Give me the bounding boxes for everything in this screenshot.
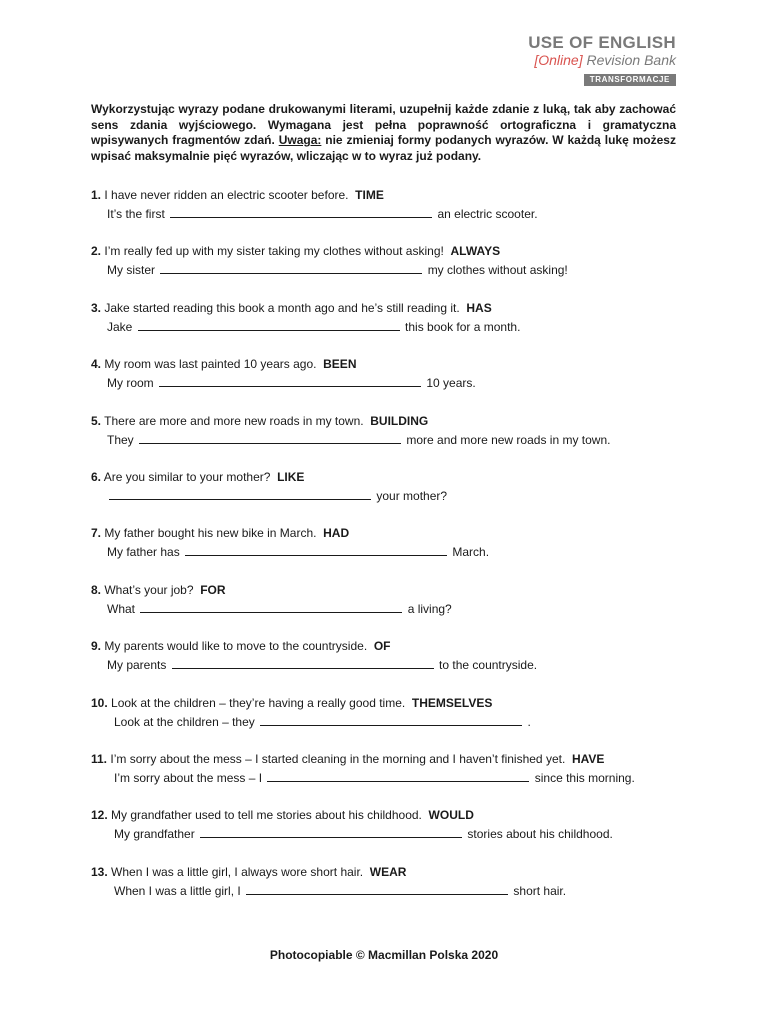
gap-prefix: My parents — [107, 658, 167, 673]
exercise-item — [91, 750, 691, 806]
source-sentence — [91, 299, 691, 318]
exercise-list — [91, 186, 691, 919]
answer-gap[interactable] — [170, 206, 432, 218]
source-sentence — [91, 412, 691, 431]
gap-suffix: a living? — [407, 601, 452, 616]
keyword: HAS — [466, 300, 492, 315]
sentence-text: I have never ridden an electric scooter before. — [104, 188, 349, 202]
source-sentence — [91, 524, 691, 543]
sentence-text: My room was last painted 10 years ago. — [104, 357, 317, 372]
sentence-text: When I was a little girl, I always wore short hair. — [111, 864, 364, 879]
answer-gap[interactable] — [140, 601, 402, 613]
keyword: WEAR — [369, 864, 407, 879]
gap-sentence — [91, 205, 691, 224]
exercise-item — [91, 412, 691, 468]
gap-prefix: They — [107, 432, 134, 447]
gap-sentence — [91, 825, 691, 844]
source-sentence — [91, 750, 691, 769]
exercise-item — [91, 468, 691, 524]
keyword: BEEN — [323, 357, 357, 372]
item-number: 6. — [91, 469, 102, 484]
sentence-text: My grandfather used to tell me stories about his childhood. — [111, 808, 422, 823]
sentence-text: Jake started reading this book a month ago and he’s still reading it. — [104, 300, 460, 315]
gap-suffix: short hair. — [513, 883, 567, 898]
answer-gap[interactable] — [185, 544, 447, 556]
gap-suffix: stories about his childhood. — [467, 827, 613, 842]
answer-gap[interactable] — [139, 432, 401, 444]
gap-prefix: When I was a little girl, I — [114, 883, 241, 898]
item-number: 9. — [91, 639, 102, 654]
gap-sentence — [91, 882, 691, 901]
exercise-item — [91, 863, 691, 919]
gap-sentence — [91, 431, 691, 450]
answer-gap[interactable] — [159, 375, 421, 387]
sentence-text: My father bought his new bike in March. — [104, 526, 317, 541]
sentence-text: Look at the children – they’re having a really good time. — [111, 695, 406, 710]
exercise-item — [91, 524, 691, 580]
gap-sentence — [91, 600, 691, 619]
keyword: WOULD — [428, 808, 474, 823]
gap-prefix: My sister — [107, 263, 155, 278]
exercise-item — [91, 186, 691, 242]
item-number: 5. — [91, 413, 102, 428]
gap-prefix: My room — [107, 376, 154, 391]
gap-prefix: I’m sorry about the mess – I — [114, 770, 263, 785]
item-number: 1. — [91, 188, 102, 202]
item-number: 13. — [91, 864, 108, 879]
source-sentence — [91, 863, 691, 882]
answer-gap[interactable] — [172, 657, 434, 669]
exercise-item — [91, 242, 691, 298]
item-number: 12. — [91, 808, 108, 823]
gap-sentence — [91, 713, 691, 732]
brand-subtitle — [528, 52, 676, 69]
gap-suffix: your mother? — [376, 488, 448, 503]
gap-suffix: my clothes without asking! — [427, 263, 568, 278]
item-number: 3. — [91, 300, 102, 315]
gap-suffix: more and more new roads in my town. — [406, 432, 611, 447]
item-number: 7. — [91, 526, 102, 541]
keyword: TIME — [355, 188, 384, 202]
gap-suffix: to the countryside. — [439, 658, 538, 673]
gap-sentence — [91, 318, 691, 337]
item-number: 10. — [91, 695, 108, 710]
item-number: 4. — [91, 357, 102, 372]
item-number: 11. — [91, 751, 108, 766]
item-number: 2. — [91, 244, 102, 259]
answer-gap[interactable] — [160, 262, 422, 274]
gap-suffix: since this morning. — [534, 770, 635, 785]
sentence-text: I’m sorry about the mess – I started cleaning in the morning and I haven’t finished yet. — [110, 751, 566, 766]
sentence-text: There are more and more new roads in my town. — [104, 413, 364, 428]
sentence-text: I’m really fed up with my sister taking my clothes without asking! — [104, 244, 444, 259]
gap-sentence — [91, 656, 691, 675]
keyword: THEMSELVES — [411, 695, 493, 710]
gap-suffix: 10 years. — [426, 376, 476, 391]
source-sentence — [91, 355, 691, 374]
instructions: Wykorzystując wyrazy podane drukowanymi literami, uzupełnij każde zdanie z luką, tak aby zachować sens zdania wyjściowego. Wymagana jest pełna poprawność ortograficzna i gramatyczna wpisywanych fragmentów zdań. Uwaga: nie zmieniaj formy podanych wyrazów. W każdą lukę możesz wpisać maksymalnie pięć wyrazów, wliczając w to wyraz już podany. — [91, 102, 676, 163]
source-sentence — [91, 694, 691, 713]
source-sentence — [91, 806, 691, 825]
source-sentence — [91, 581, 691, 600]
keyword: HAVE — [571, 751, 605, 766]
gap-suffix: March. — [452, 545, 490, 560]
gap-sentence — [91, 261, 691, 280]
exercise-item — [91, 806, 691, 862]
answer-gap[interactable] — [246, 883, 508, 895]
online-label: [Online] — [534, 52, 583, 68]
exercise-item — [91, 355, 691, 411]
footer-copyright: Photocopiable © Macmillan Polska 2020 — [269, 948, 499, 962]
uwaga-label: Uwaga: — [278, 133, 322, 147]
gap-suffix: . — [527, 714, 531, 729]
gap-prefix: My father has — [107, 545, 180, 560]
exercise-item — [91, 299, 691, 355]
gap-prefix: What — [107, 601, 136, 616]
sentence-text: My parents would like to move to the countryside. — [104, 639, 368, 654]
gap-sentence — [91, 374, 691, 393]
gap-sentence — [91, 543, 691, 562]
keyword: LIKE — [277, 469, 305, 484]
source-sentence — [91, 242, 691, 261]
keyword: HAD — [323, 526, 350, 541]
source-sentence — [91, 468, 691, 487]
answer-gap[interactable] — [267, 770, 529, 782]
exercise-item — [91, 637, 691, 693]
revision-bank-label: Revision Bank — [586, 52, 676, 68]
gap-prefix: It’s the first — [107, 207, 165, 221]
source-sentence — [91, 186, 691, 205]
section-badge: TRANSFORMACJE — [584, 74, 676, 86]
answer-gap[interactable] — [200, 826, 462, 838]
keyword: FOR — [200, 582, 226, 597]
gap-sentence — [91, 487, 691, 506]
answer-gap[interactable] — [138, 319, 400, 331]
header — [528, 34, 676, 87]
brand-title: USE OF ENGLISH — [528, 33, 676, 52]
keyword: OF — [373, 639, 391, 654]
answer-gap[interactable] — [109, 488, 371, 500]
gap-prefix: Jake — [107, 319, 133, 334]
keyword: BUILDING — [370, 413, 429, 428]
gap-prefix: Look at the children – they — [114, 714, 255, 729]
source-sentence — [91, 637, 691, 656]
gap-suffix: this book for a month. — [405, 319, 521, 334]
answer-gap[interactable] — [260, 714, 522, 726]
exercise-item — [91, 581, 691, 637]
gap-sentence — [91, 769, 691, 788]
sentence-text: What’s your job? — [104, 582, 194, 597]
gap-suffix: an electric scooter. — [437, 207, 538, 221]
gap-prefix: My grandfather — [114, 827, 195, 842]
sentence-text: Are you similar to your mother? — [103, 469, 271, 484]
keyword: ALWAYS — [450, 244, 501, 259]
item-number: 8. — [91, 582, 102, 597]
exercise-item — [91, 694, 691, 750]
